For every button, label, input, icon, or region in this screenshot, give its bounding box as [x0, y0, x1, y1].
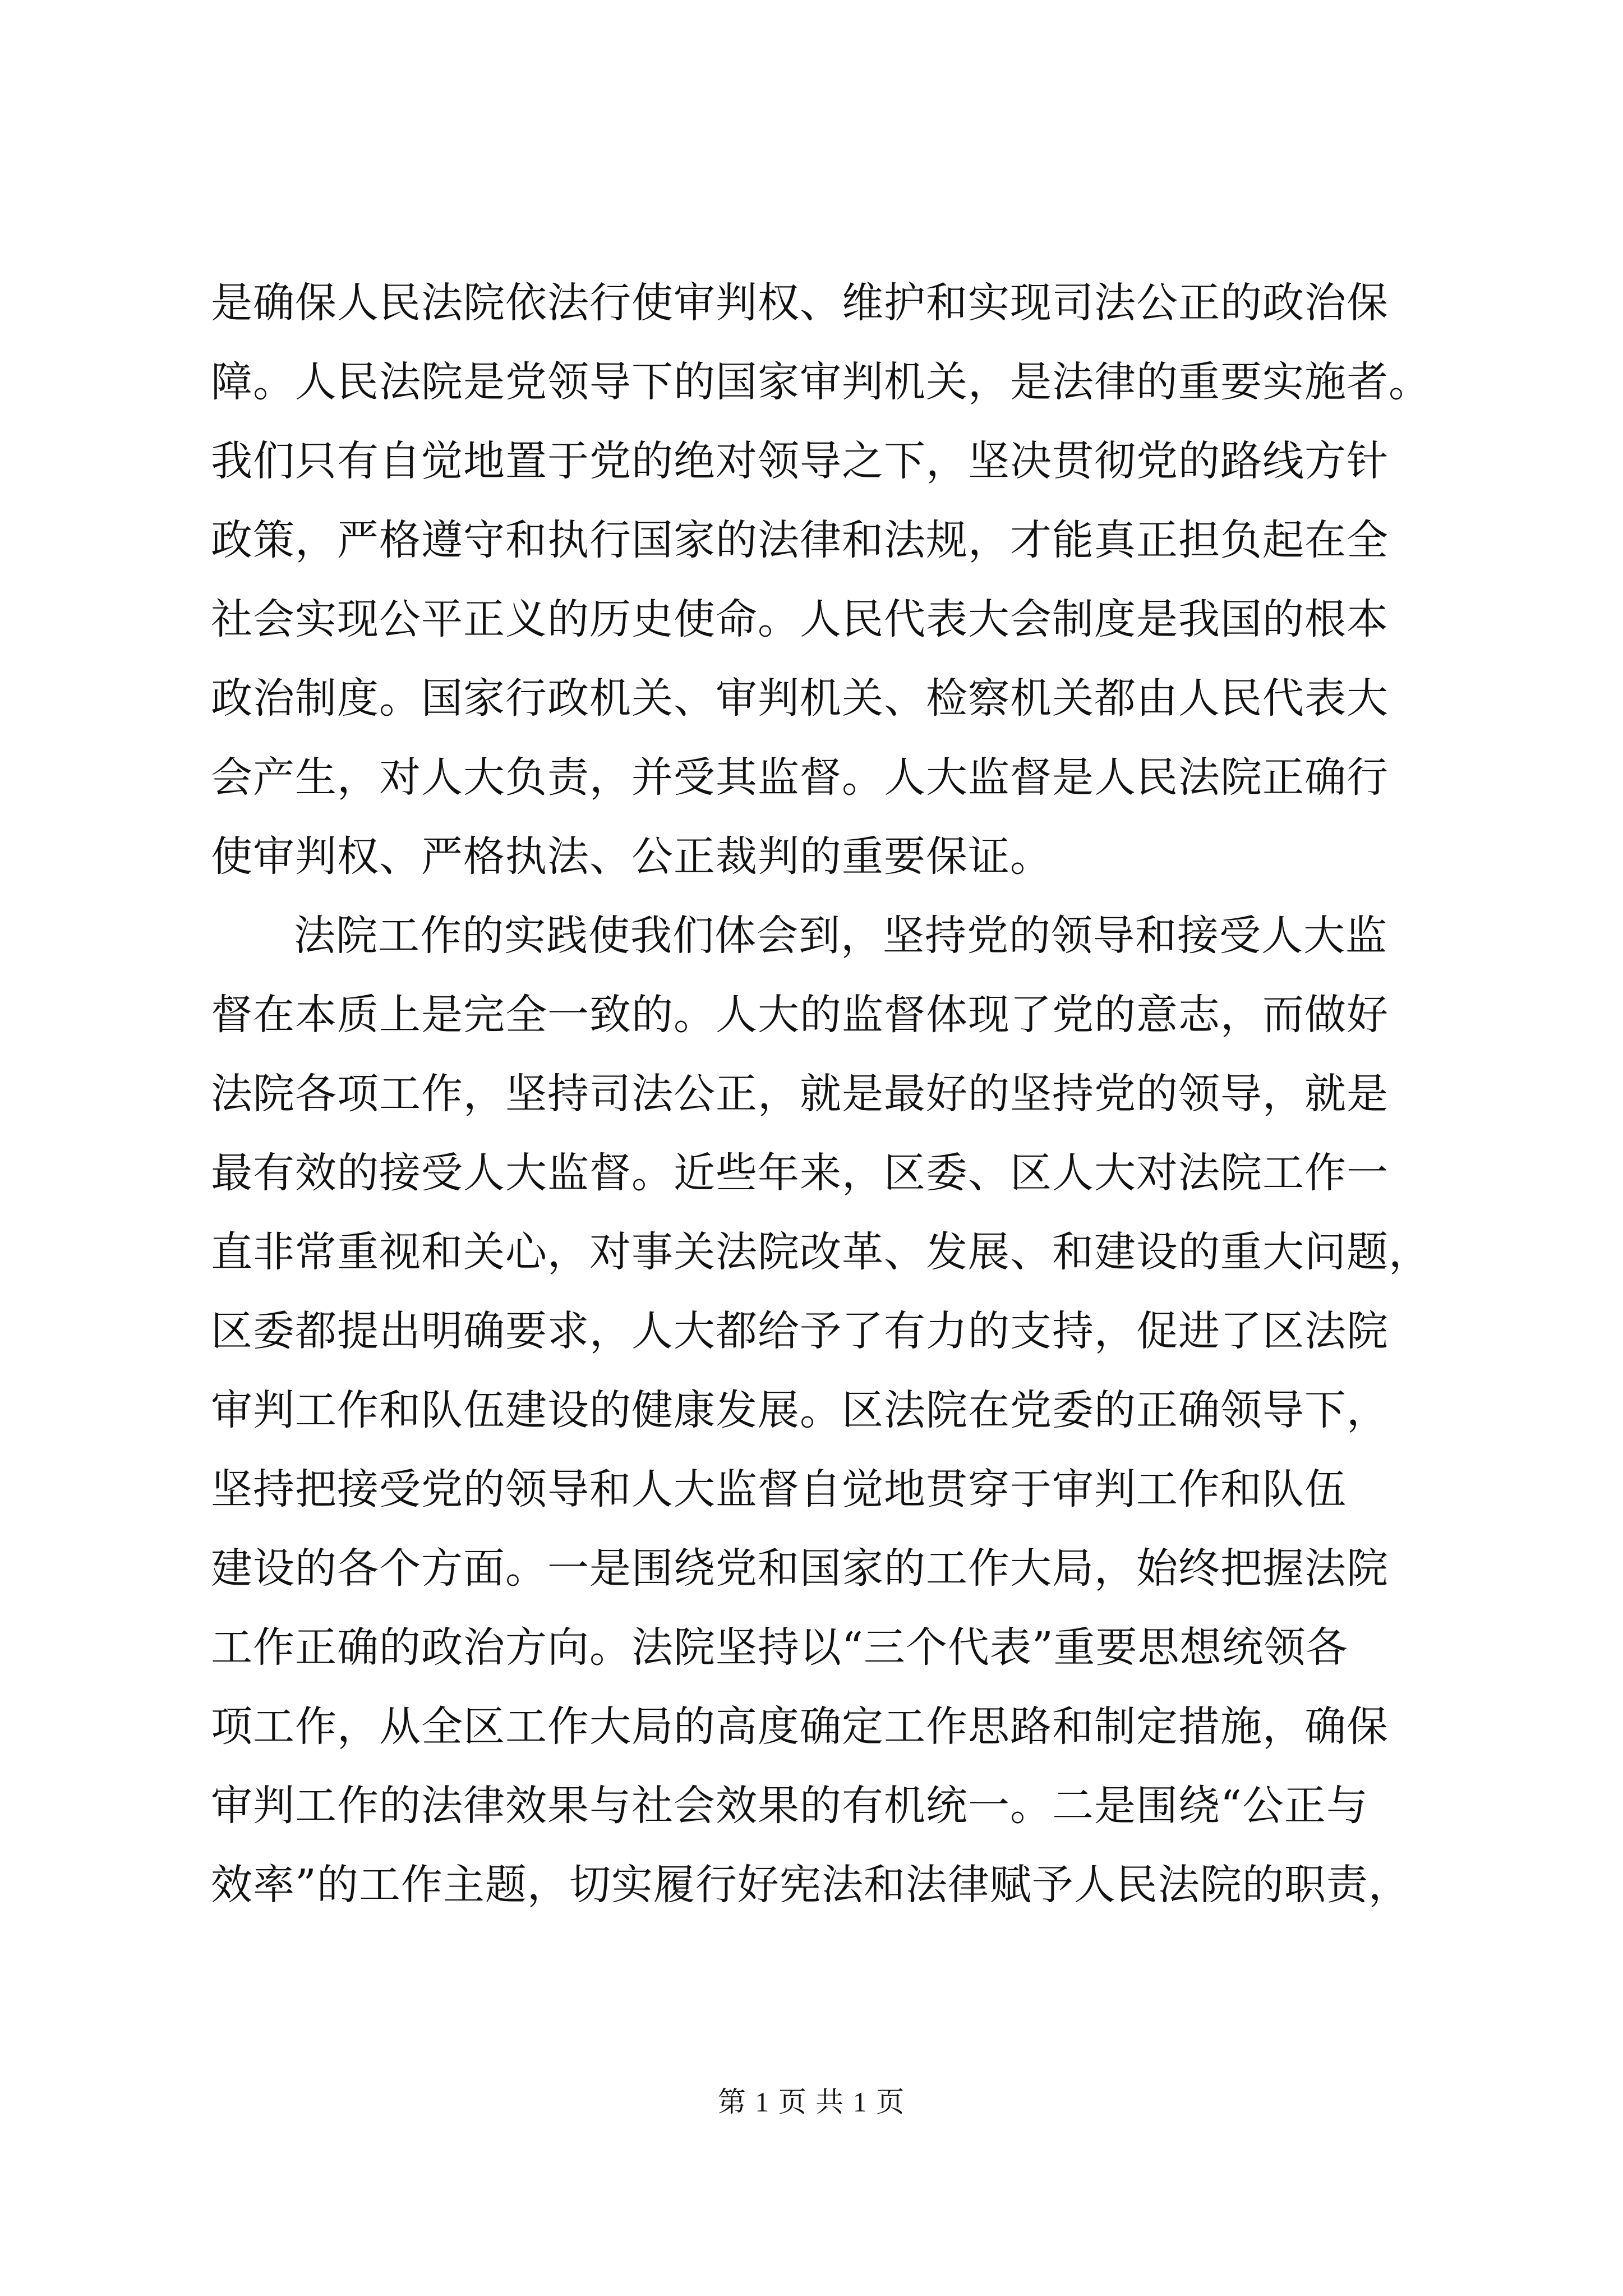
- text-line: 是确保人民法院依法行使审判权、维护和实现司法公正的政治保: [211, 279, 1389, 327]
- text-line: 社会实现公平正义的历史使命。人民代表大会制度是我国的根本: [211, 595, 1389, 643]
- text-line: 我们只有自觉地置于党的绝对领导之下，坚决贯彻党的路线方针: [211, 437, 1389, 485]
- text-line: 政策，严格遵守和执行国家的法律和法规，才能真正担负起在全: [211, 516, 1389, 564]
- text-line: 效率”的工作主题，切实履行好宪法和法律赋予人民法院的职责，: [211, 1861, 1410, 1909]
- text-line: 使审判权、严格执法、公正裁判的重要保证。: [211, 832, 1052, 881]
- text-line: 项工作，从全区工作大局的高度确定工作思路和制定措施，确保: [211, 1703, 1389, 1751]
- text-line: 政治制度。国家行政机关、审判机关、检察机关都由人民代表大: [211, 674, 1389, 723]
- text-line: 法院工作的实践使我们体会到，坚持党的领导和接受人大监: [294, 912, 1387, 960]
- text-line: 直非常重视和关心，对事关法院改革、发展、和建设的重大问题，: [211, 1228, 1431, 1276]
- body-text: [211, 264, 1431, 1925]
- text-line: 审判工作和队伍建设的健康发展。区法院在党委的正确领导下，: [211, 1386, 1389, 1434]
- page-footer: 第 1 页 共 1 页: [717, 2086, 906, 2118]
- text-line: 区委都提出明确要求，人大都给予了有力的支持，促进了区法院: [211, 1307, 1389, 1355]
- text-line: 障。人民法院是党领导下的国家审判机关，是法律的重要实施者。: [211, 358, 1431, 406]
- text-line: 坚持把接受党的领导和人大监督自觉地贯穿于审判工作和队伍: [211, 1465, 1347, 1513]
- text-line: 建设的各个方面。一是围绕党和国家的工作大局，始终把握法院: [211, 1544, 1389, 1593]
- text-line: 最有效的接受人大监督。近些年来，区委、区人大对法院工作一: [211, 1149, 1389, 1197]
- text-line: 督在本质上是完全一致的。人大的监督体现了党的意志，而做好: [211, 991, 1389, 1039]
- text-line: 法院各项工作，坚持司法公正，就是最好的坚持党的领导，就是: [211, 1070, 1389, 1118]
- text-line: 审判工作的法律效果与社会效果的有机统一。二是围绕“公正与: [211, 1782, 1368, 1830]
- text-line: 会产生，对人大负责，并受其监督。人大监督是人民法院正确行: [211, 753, 1389, 802]
- text-line: 工作正确的政治方向。法院坚持以“三个代表”重要思想统领各: [211, 1623, 1348, 1672]
